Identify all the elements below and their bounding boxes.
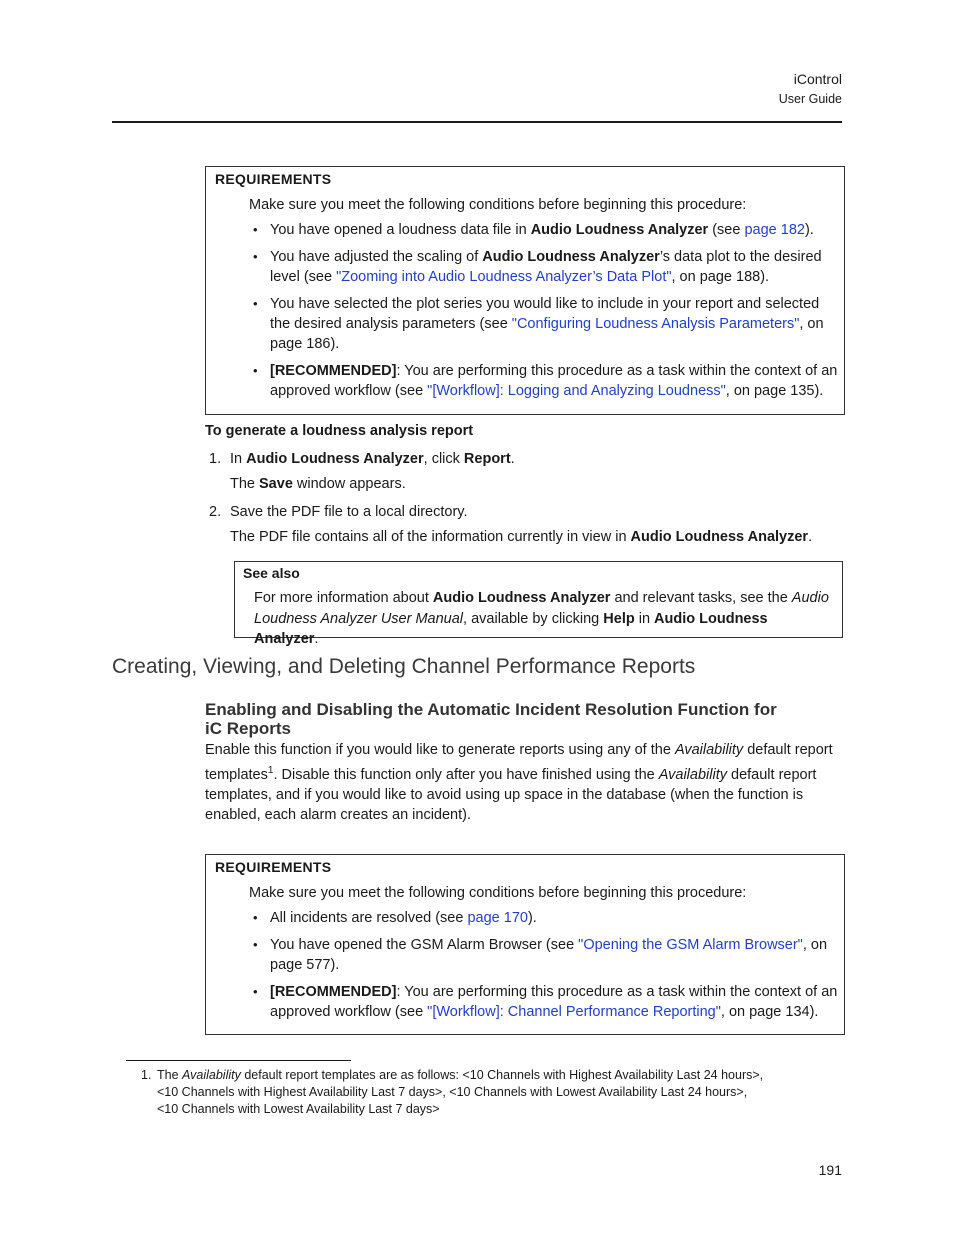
requirements-intro: Make sure you meet the following conditions before beginning this procedure: [249, 885, 747, 901]
requirements-title: REQUIREMENTS [215, 859, 332, 875]
list-item: • All incidents are resolved (see page 170). [250, 908, 840, 928]
requirements-list [250, 220, 840, 408]
link-workflow-loudness[interactable]: "[Workflow]: Logging and Analyzing Loudness" [427, 383, 726, 399]
header-guide: User Guide [778, 92, 842, 106]
link-workflow-channel-performance[interactable]: "[Workflow]: Channel Performance Reporting" [427, 1004, 721, 1020]
see-also-title: See also [243, 565, 300, 581]
link-page-182[interactable]: page 182 [744, 222, 805, 238]
link-zooming-data-plot[interactable]: "Zooming into Audio Loudness Analyzer’s Data Plot" [336, 269, 672, 285]
footnote-text: The Availability default report templates are as follows: <10 Channels with Highest Availability Last 24 hours>, <10 Channels with Highest Availability Last 7 days>, <10 Channels with Lowest Availability Last 24 hours>, <10 Channels with Lowest Availability Last 7 days> [157, 1068, 764, 1116]
footnote-rule [126, 1060, 351, 1061]
link-opening-gsm-alarm-browser[interactable]: "Opening the GSM Alarm Browser" [578, 937, 803, 953]
page-number: 191 [818, 1162, 842, 1178]
list-item: • You have adjusted the scaling of Audio Loudness Analyzer’s data plot to the desired level (see "Zooming into Audio Loudness Analyzer’s Data Plot", on page 188). [250, 247, 840, 287]
step-number-2: 2. [209, 504, 222, 520]
requirements-list [250, 908, 840, 1029]
list-item: • You have selected the plot series you would like to include in your report and selected the desired analysis parameters (see "Configuring Loudness Analysis Parameters", on page 186). [250, 294, 840, 354]
see-also-box [234, 561, 843, 647]
link-page-170[interactable]: page 170 [467, 910, 528, 926]
step-2-result: The PDF file contains all of the information currently in view in Audio Loudness Analyzer. [230, 529, 813, 545]
list-item: • [RECOMMENDED]: You are performing this procedure as a task within the context of an approved workflow (see "[Workflow]: Channel Performance Reporting", on page 134). [250, 982, 840, 1022]
requirements-box-1 [205, 166, 845, 415]
requirements-title: REQUIREMENTS [215, 171, 332, 187]
requirements-intro: Make sure you meet the following conditions before beginning this procedure: [249, 197, 747, 213]
section-title: Creating, Viewing, and Deleting Channel Performance Reports [112, 655, 696, 678]
list-item: • You have opened a loudness data file in Audio Loudness Analyzer (see page 182). [250, 220, 840, 240]
requirements-box-2 [205, 854, 845, 1035]
procedure-title: To generate a loudness analysis report [205, 423, 474, 439]
list-item: • You have opened the GSM Alarm Browser (see "Opening the GSM Alarm Browser", on page 577). [250, 935, 840, 975]
footnote-number: 1. [141, 1068, 152, 1082]
step-1: In Audio Loudness Analyzer, click Report. [230, 451, 515, 467]
see-also-text: For more information about Audio Loudness Analyzer and relevant tasks, see the Audio Loudness Analyzer User Manual, available by clicking Help in Audio Loudness Analyzer. [254, 590, 829, 647]
header-product: iControl [793, 71, 842, 87]
step-number-1: 1. [209, 451, 222, 467]
subsection-paragraph: Enable this function if you would like to generate reports using any of the Availability default report templates$^1$. Disable this function only after you have finished using the Availability default report templates, and if you would like to avoid using up space in the database (when the function is enabled, each alarm creates an incident). [205, 742, 833, 824]
subsection-title: Enabling and Disabling the Automatic Incident Resolution Function for iC Reports [205, 700, 777, 738]
header-rule [112, 121, 842, 123]
link-configuring-parameters[interactable]: "Configuring Loudness Analysis Parameters" [511, 316, 800, 332]
step-2: Save the PDF file to a local directory. [230, 504, 468, 520]
list-item: • [RECOMMENDED]: You are performing this procedure as a task within the context of an approved workflow (see "[Workflow]: Logging and Analyzing Loudness", on page 135). [250, 361, 840, 401]
step-1-result: The Save window appears. [230, 476, 406, 492]
footnote-ref[interactable]: 1 [267, 764, 274, 776]
